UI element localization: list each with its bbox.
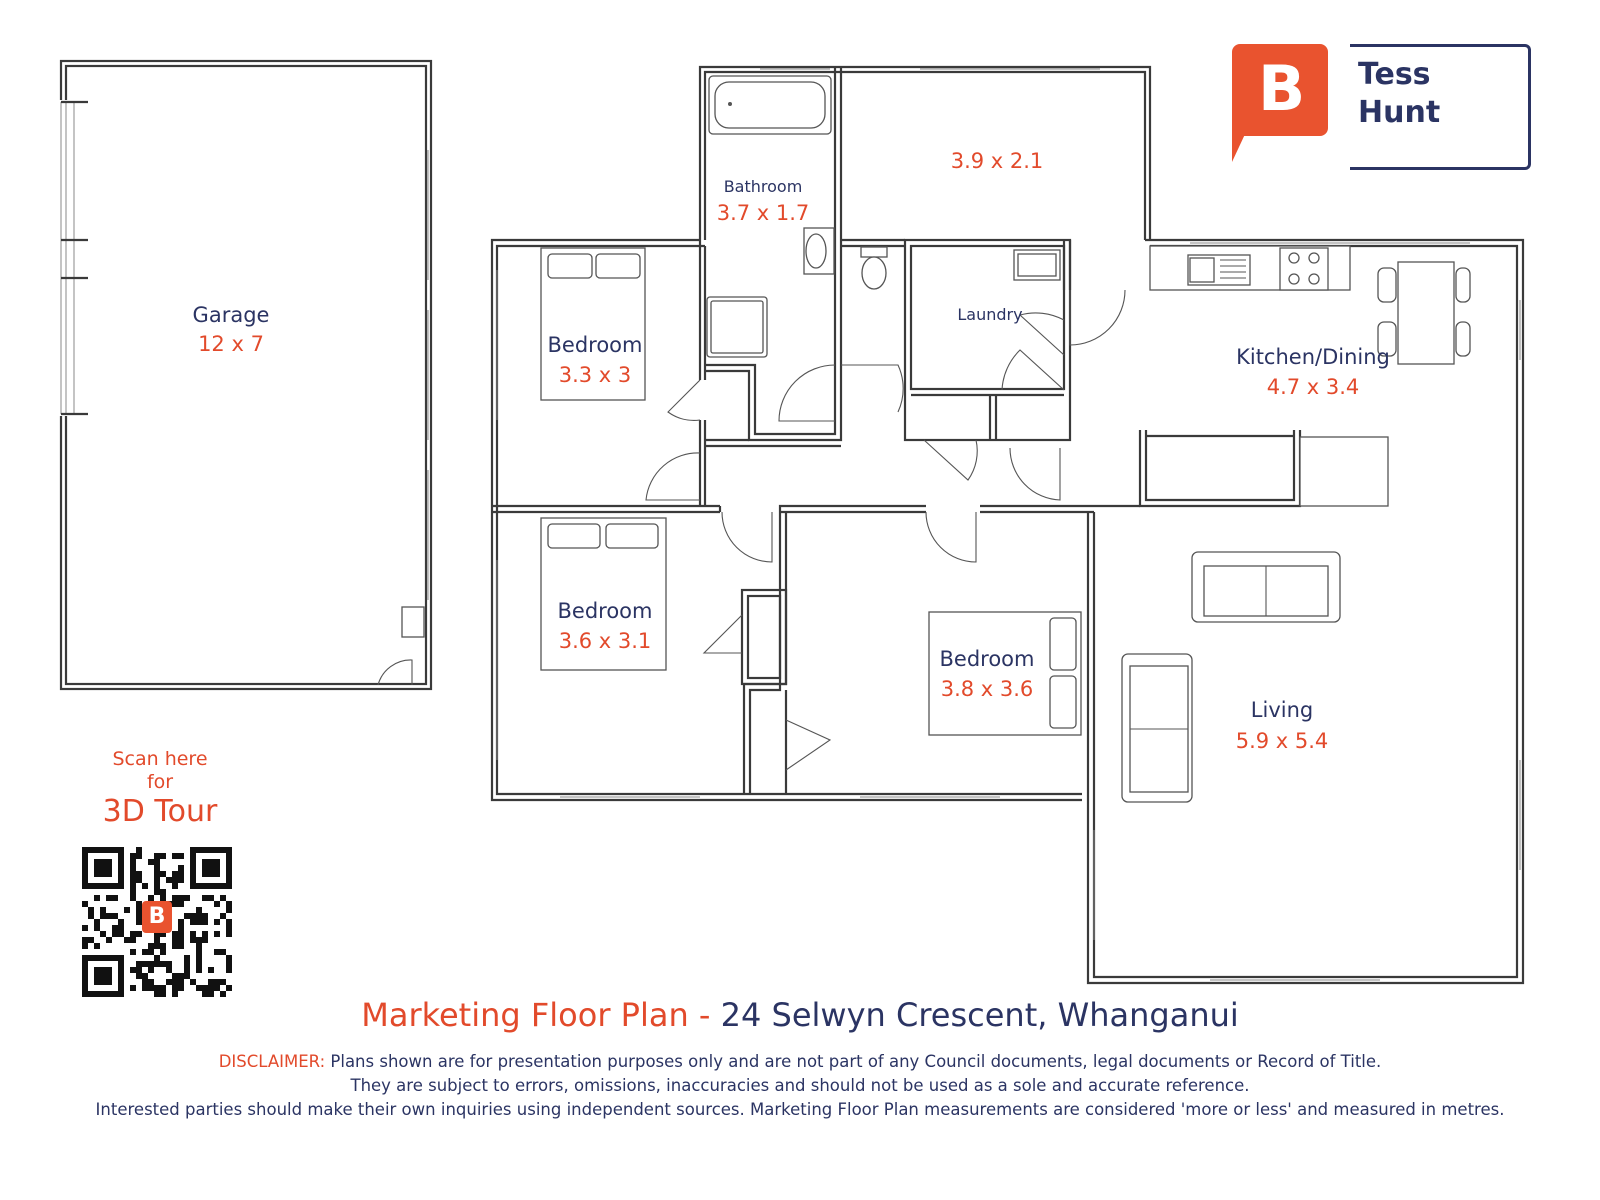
disclaimer-line-3: Interested parties should make their own inquiries using independent sources. Marketing Floor Plan measurements are considered 'more or less' and measured in metres. — [95, 1100, 1505, 1119]
garage-label: Garage — [192, 303, 270, 327]
agent-name-last: Hunt — [1358, 95, 1441, 130]
disclaimer-label: DISCLAIMER: — [218, 1052, 326, 1071]
brand-letter: B — [1258, 52, 1306, 125]
garage-dims: 12 x 7 — [198, 332, 264, 356]
tour-line-2: for — [146, 771, 174, 793]
disclaimer-text-1: Plans shown are for presentation purposes only and are not part of any Council documents, legal documents or Record of Title. — [325, 1052, 1382, 1071]
kitchen-dining-dims: 4.7 x 3.4 — [1266, 375, 1360, 399]
agent-logo — [1232, 44, 1534, 170]
tour-line-3: 3D Tour — [102, 794, 218, 829]
plan-title-address: 24 Selwyn Crescent, Whanganui — [720, 996, 1239, 1034]
bathroom-dims: 3.7 x 1.7 — [716, 201, 810, 225]
room-3-9x2-1-dims: 3.9 x 2.1 — [950, 149, 1044, 173]
qr-code-icon[interactable] — [82, 847, 232, 997]
garage-room — [58, 61, 431, 689]
bedroom-1-dims: 3.3 x 3 — [558, 363, 632, 387]
brand-badge-icon — [1232, 44, 1328, 136]
bathroom-label: Bathroom — [723, 177, 803, 196]
disclaimer-line-1 — [0, 1052, 1600, 1071]
bedroom-1-label: Bedroom — [547, 333, 643, 357]
tour-line-1: Scan here — [112, 748, 208, 770]
brand-badge-tail — [1232, 132, 1246, 162]
agent-name — [1358, 56, 1440, 132]
tour-callout — [60, 748, 260, 830]
plan-title — [0, 996, 1600, 1034]
bedroom-3-dims: 3.8 x 3.6 — [940, 677, 1034, 701]
qr-brand-icon: B — [142, 901, 172, 933]
laundry-label: Laundry — [957, 305, 1023, 324]
bedroom-2-label: Bedroom — [557, 599, 653, 623]
plan-title-prefix: Marketing Floor Plan - — [361, 996, 721, 1034]
bedroom-3-label: Bedroom — [939, 647, 1035, 671]
living-dims: 5.9 x 5.4 — [1235, 729, 1329, 753]
disclaimer-line-2: They are subject to errors, omissions, inaccuracies and should not be used as a sole and accurate reference. — [350, 1076, 1250, 1095]
agent-name-first: Tess — [1358, 57, 1431, 92]
bedroom-2-dims: 3.6 x 3.1 — [558, 629, 652, 653]
living-label: Living — [1250, 698, 1314, 722]
kitchen-dining-label: Kitchen/Dining — [1236, 345, 1390, 369]
